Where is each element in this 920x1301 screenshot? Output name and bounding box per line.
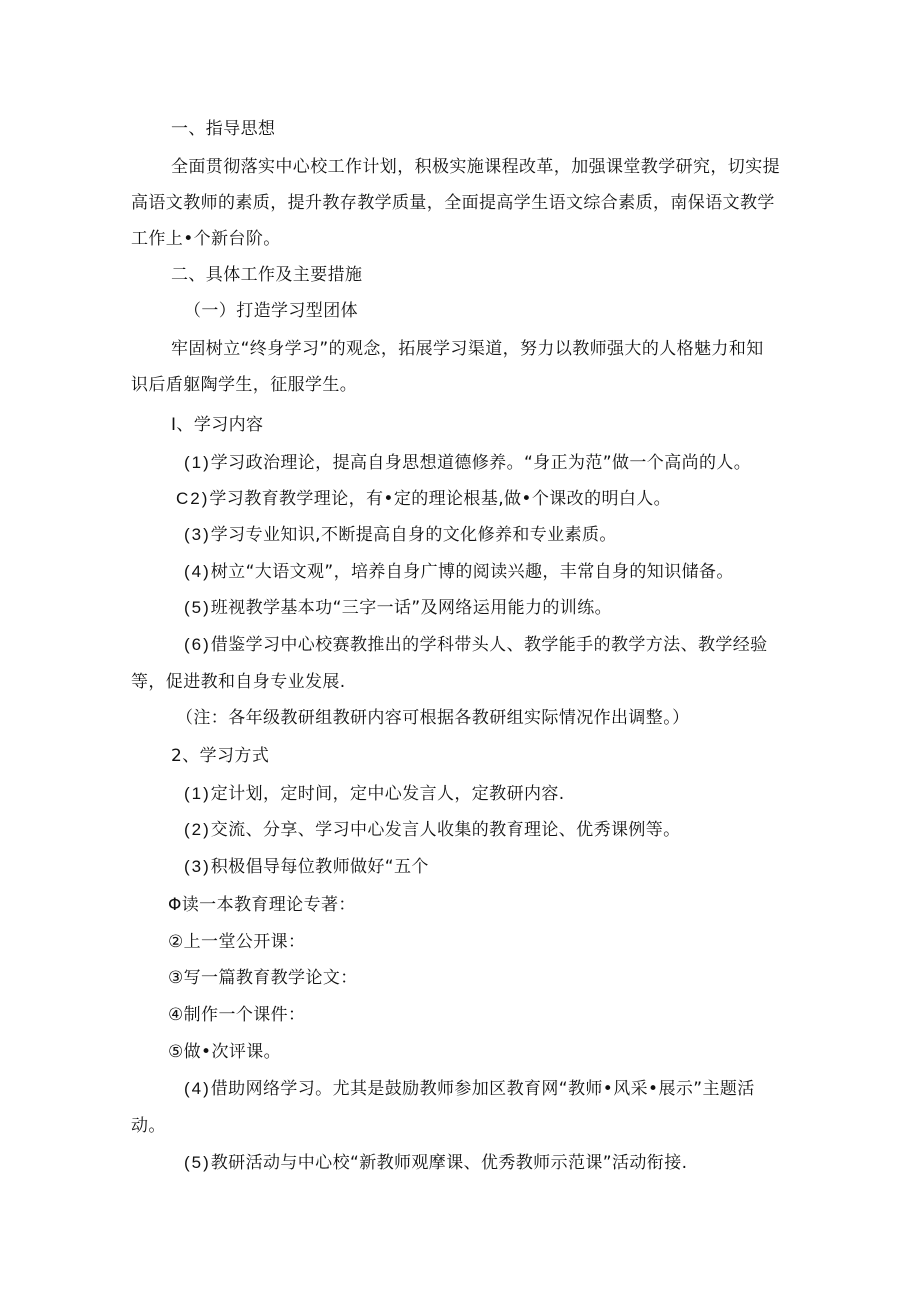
item-number: (5) — [184, 1153, 211, 1172]
item-number: (4) — [184, 562, 211, 581]
item-number: (2) — [184, 820, 211, 839]
list-item — [184, 855, 429, 879]
item-number: (3) — [184, 525, 211, 544]
list-item — [184, 596, 612, 620]
heading-learning-methods: 2、学习方式 — [171, 746, 270, 766]
item-number: (6) — [184, 635, 211, 654]
item-text: 借助网络学习。尤其是鼓励教师参加区教育网“教师•风采•展示”主题活 — [210, 1079, 755, 1099]
heading-specific-measures: 二、具体工作及主要措施 — [171, 265, 363, 285]
note: （注：各年级教研组教研内容可根据各教研组实际情况作出调整。） — [176, 708, 690, 728]
paragraph-line: 高语文教师的素质，提升教存教学质量，全面提高学生语文综合素质，南保语文教学 — [131, 193, 775, 213]
sub-list-item: ⑤做•次评课。 — [168, 1042, 282, 1062]
list-item — [184, 560, 734, 584]
paragraph-line: 识后盾躯陶学生，征服学生。 — [131, 375, 358, 395]
paragraph-line: 等，促进教和自身专业发展. — [131, 672, 346, 692]
item-text: 班视教学基本功“三字一话”及网络运用能力的训练。 — [210, 598, 612, 618]
sub-list-item: Φ读一本教育理论专著： — [168, 895, 356, 915]
item-text: 学习政治理论，提高自身思想道德修养。“身正为范”做一个高尚的人。 — [210, 453, 752, 473]
item-number: (5) — [184, 598, 211, 617]
list-item — [184, 782, 565, 806]
list-item — [184, 633, 768, 657]
paragraph-line: 工作上•个新台阶。 — [131, 229, 281, 249]
sub-list-item: ②上一堂公开课： — [168, 932, 306, 952]
item-number: (4) — [184, 1079, 211, 1098]
list-item — [184, 451, 751, 475]
heading-guiding-ideology: 一、指导思想 — [171, 119, 276, 139]
item-text: 教研活动与中心校“新教师观摩课、优秀教师示范课”活动衔接. — [210, 1153, 688, 1173]
list-item — [184, 1151, 687, 1175]
paragraph-line: 全面贯彻落实中心校工作计划，积极实施课程改革，加强课堂教学研究，切实提 — [171, 157, 780, 177]
item-number: C2) — [176, 489, 210, 508]
item-text: 借鉴学习中心校赛教推出的学科带头人、教学能手的教学方法、教学经验 — [210, 635, 768, 655]
item-number: (1) — [184, 784, 211, 803]
item-text: 树立“大语文观”，培养自身广博的阅读兴趣，丰常自身的知识储备。 — [210, 562, 734, 582]
item-text: 交流、分享、学习中心发言人收集的教育理论、优秀课例等。 — [210, 820, 681, 840]
sub-list-item: ③写一篇教育教学论文： — [168, 968, 358, 988]
heading-learning-content: I、学习内容 — [171, 415, 264, 435]
item-text: 学习专业知识,不断提高自身的文化修养和专业素质。 — [210, 525, 617, 545]
list-item — [184, 818, 681, 842]
list-item — [176, 487, 671, 511]
list-item — [184, 523, 617, 547]
sub-list-item: ④制作一个课件： — [168, 1005, 306, 1025]
item-number: (1) — [184, 453, 211, 472]
item-text: 定计划，定时间，定中心发言人，定教研内容. — [210, 784, 565, 804]
list-item — [184, 1077, 755, 1101]
item-text: 学习教育教学理论，有•定的理论根基,做•个课改的明白人。 — [209, 489, 672, 509]
item-number: (3) — [184, 857, 211, 876]
item-text: 积极倡导每位教师做好“五个 — [210, 857, 429, 877]
paragraph-line: 牢固树立“终身学习”的观念，拓展学习渠道，努力以教师强大的人格魅力和知 — [171, 339, 764, 359]
paragraph-line: 动。 — [131, 1116, 166, 1136]
subheading-learning-team: （一）打造学习型团体 — [184, 301, 358, 321]
